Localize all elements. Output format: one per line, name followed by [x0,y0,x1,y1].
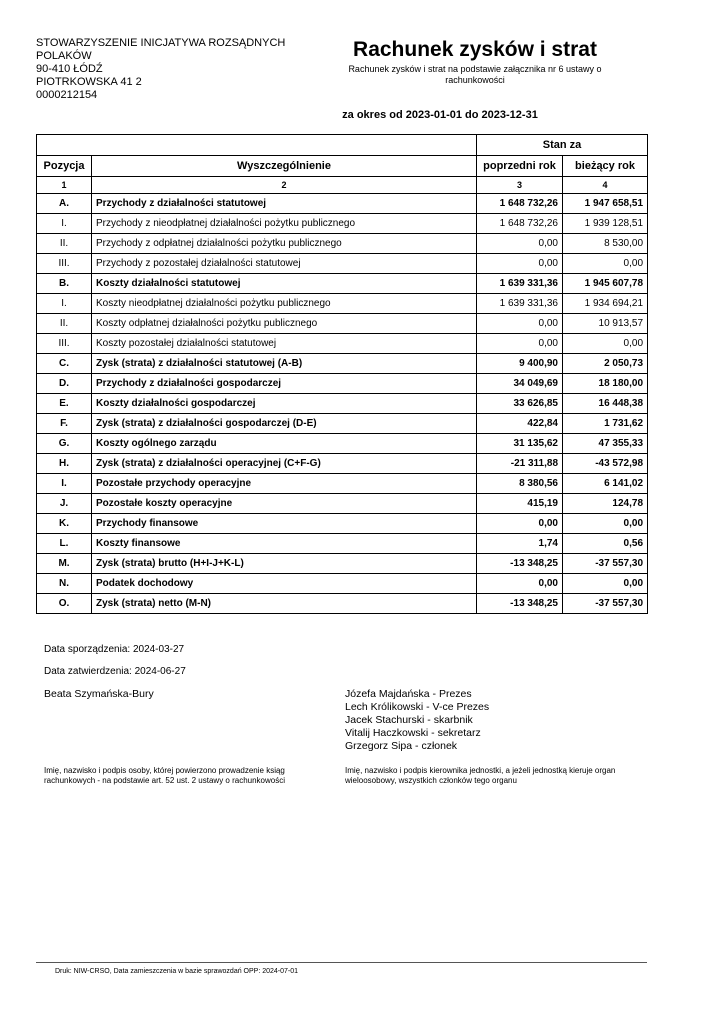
row-description: Przychody z działalności statutowej [92,194,477,214]
board-member: Grzegorz Sipa - członek [345,740,458,752]
row-position: A. [37,194,92,214]
row-current-year: 0,56 [563,534,648,554]
organization-street: PIOTRKOWSKA 41 2 [36,76,142,88]
table-row [37,214,648,234]
row-position: L. [37,534,92,554]
row-current-year: -37 557,30 [563,594,648,614]
table-row [37,354,648,374]
row-position: II. [37,234,92,254]
row-previous-year: 33 626,85 [477,394,563,414]
footer-text: Druk: NIW-CRSO, Data zamieszczenia w bazie sprawozdań OPP: 2024-07-01 [55,968,299,975]
row-description: Przychody z odpłatnej działalności pożytku publicznego [92,234,477,254]
table-row [37,334,648,354]
row-current-year: -37 557,30 [563,554,648,574]
row-previous-year: -13 348,25 [477,594,563,614]
header-current-year: bieżący rok [563,156,648,177]
table-row [37,434,648,454]
footer-divider [36,962,647,963]
row-position: I. [37,214,92,234]
row-position: M. [37,554,92,574]
bookkeeper-note: Imię, nazwisko i podpis osoby, której powierzono prowadzenie ksiąg rachunkowych - na podstawie art. 52 ust. 2 ustawy o rachunkowości [44,766,286,785]
table-row [37,234,648,254]
row-description: Koszty działalności gospodarczej [92,394,477,414]
row-previous-year: 1,74 [477,534,563,554]
income-statement-table [36,134,648,614]
table-row [37,454,648,474]
row-previous-year: -13 348,25 [477,554,563,574]
row-position: J. [37,494,92,514]
row-previous-year: 422,84 [477,414,563,434]
row-current-year: 1 945 607,78 [563,274,648,294]
column-index: 2 [92,177,477,194]
row-current-year: 0,00 [563,514,648,534]
table-row [37,554,648,574]
row-previous-year: 31 135,62 [477,434,563,454]
row-current-year: 1 934 694,21 [563,294,648,314]
table-row [37,474,648,494]
row-current-year: 0,00 [563,574,648,594]
table-row [37,594,648,614]
table-row [37,374,648,394]
row-description: Koszty finansowe [92,534,477,554]
row-description: Przychody z działalności gospodarczej [92,374,477,394]
board-member: Lech Królikowski - V-ce Prezes [345,701,490,713]
header-blank [37,135,477,156]
organization-block [36,37,306,102]
row-previous-year: 1 639 331,36 [477,274,563,294]
row-current-year: 0,00 [563,254,648,274]
row-description: Zysk (strata) z działalności statutowej (A-B) [92,354,477,374]
row-position: E. [37,394,92,414]
row-current-year: 6 141,02 [563,474,648,494]
row-previous-year: 0,00 [477,514,563,534]
page-subtitle: Rachunek zysków i strat na podstawie załącznika nr 6 ustawy o rachunkowości [348,64,602,85]
row-description: Koszty nieodpłatnej działalności pożytku publicznego [92,294,477,314]
row-description: Przychody z pozostałej działalności statutowej [92,254,477,274]
header-description: Wyszczególnienie [92,156,477,177]
table-body [37,194,648,614]
board-note: Imię, nazwisko i podpis kierownika jednostki, a jeżeli jednostką kieruje organ wieloosobowy, wszystkich członków tego organu [345,766,616,785]
row-position: C. [37,354,92,374]
row-description: Zysk (strata) z działalności operacyjnej (C+F-G) [92,454,477,474]
row-description: Pozostałe koszty operacyjne [92,494,477,514]
row-position: N. [37,574,92,594]
row-previous-year: 0,00 [477,254,563,274]
header-stan-za: Stan za [477,135,648,156]
row-position: III. [37,254,92,274]
row-previous-year: 0,00 [477,334,563,354]
row-position: I. [37,294,92,314]
organization-number: 0000212154 [36,89,98,101]
table-row [37,534,648,554]
table-row [37,494,648,514]
organization-name-line1: STOWARZYSZENIE INICJATYWA ROZSĄDNYCH [36,37,286,49]
row-current-year: 2 050,73 [563,354,648,374]
table-row [37,574,648,594]
row-description: Zysk (strata) netto (M-N) [92,594,477,614]
table-row [37,294,648,314]
row-description: Zysk (strata) brutto (H+I-J+K-L) [92,554,477,574]
board-member: Jacek Stachurski - skarbnik [345,714,473,726]
row-description: Pozostałe przychody operacyjne [92,474,477,494]
title-block [325,38,625,86]
row-previous-year: 1 648 732,26 [477,194,563,214]
row-current-year: 18 180,00 [563,374,648,394]
table-row [37,274,648,294]
row-position: K. [37,514,92,534]
row-current-year: 1 947 658,51 [563,194,648,214]
row-current-year: 1 939 128,51 [563,214,648,234]
reporting-period: za okres od 2023-01-01 do 2023-12-31 [342,109,538,121]
table-row [37,394,648,414]
row-current-year: 47 355,33 [563,434,648,454]
organization-postal: 90-410 ŁÓDŹ [36,63,103,75]
row-current-year: 0,00 [563,334,648,354]
row-position: III. [37,334,92,354]
row-previous-year: -21 311,88 [477,454,563,474]
row-description: Przychody finansowe [92,514,477,534]
page-title: Rachunek zysków i strat [353,38,597,61]
row-description: Przychody z nieodpłatnej działalności pożytku publicznego [92,214,477,234]
row-current-year: -43 572,98 [563,454,648,474]
row-description: Podatek dochodowy [92,574,477,594]
board-member: Vitalij Haczkowski - sekretarz [345,727,481,739]
row-previous-year: 0,00 [477,234,563,254]
row-previous-year: 0,00 [477,314,563,334]
date-prepared: Data sporządzenia: 2024-03-27 [44,644,185,655]
row-current-year: 10 913,57 [563,314,648,334]
row-position: D. [37,374,92,394]
row-position: F. [37,414,92,434]
row-description: Zysk (strata) z działalności gospodarczej (D-E) [92,414,477,434]
board-member: Józefa Majdańska - Prezes [345,688,472,700]
row-description: Koszty pozostałej działalności statutowej [92,334,477,354]
row-position: B. [37,274,92,294]
table-row [37,254,648,274]
row-description: Koszty ogólnego zarządu [92,434,477,454]
row-position: II. [37,314,92,334]
column-index: 4 [563,177,648,194]
table-row [37,314,648,334]
row-previous-year: 34 049,69 [477,374,563,394]
board-signatures [345,688,489,753]
row-previous-year: 1 639 331,36 [477,294,563,314]
row-current-year: 16 448,38 [563,394,648,414]
row-position: I. [37,474,92,494]
row-current-year: 1 731,62 [563,414,648,434]
row-position: H. [37,454,92,474]
header-position: Pozycja [37,156,92,177]
row-previous-year: 0,00 [477,574,563,594]
row-current-year: 124,78 [563,494,648,514]
table-row [37,194,648,214]
column-index: 1 [37,177,92,194]
organization-name-line2: POLAKÓW [36,50,92,62]
header-previous-year: poprzedni rok [477,156,563,177]
table-row [37,514,648,534]
column-index: 3 [477,177,563,194]
row-previous-year: 9 400,90 [477,354,563,374]
row-previous-year: 8 380,56 [477,474,563,494]
date-approved: Data zatwierdzenia: 2024-06-27 [44,666,186,677]
row-description: Koszty działalności statutowej [92,274,477,294]
row-position: G. [37,434,92,454]
row-previous-year: 1 648 732,26 [477,214,563,234]
row-current-year: 8 530,00 [563,234,648,254]
row-position: O. [37,594,92,614]
row-description: Koszty odpłatnej działalności pożytku publicznego [92,314,477,334]
row-previous-year: 415,19 [477,494,563,514]
bookkeeper-signature: Beata Szymańska-Bury [44,688,154,700]
table-row [37,414,648,434]
